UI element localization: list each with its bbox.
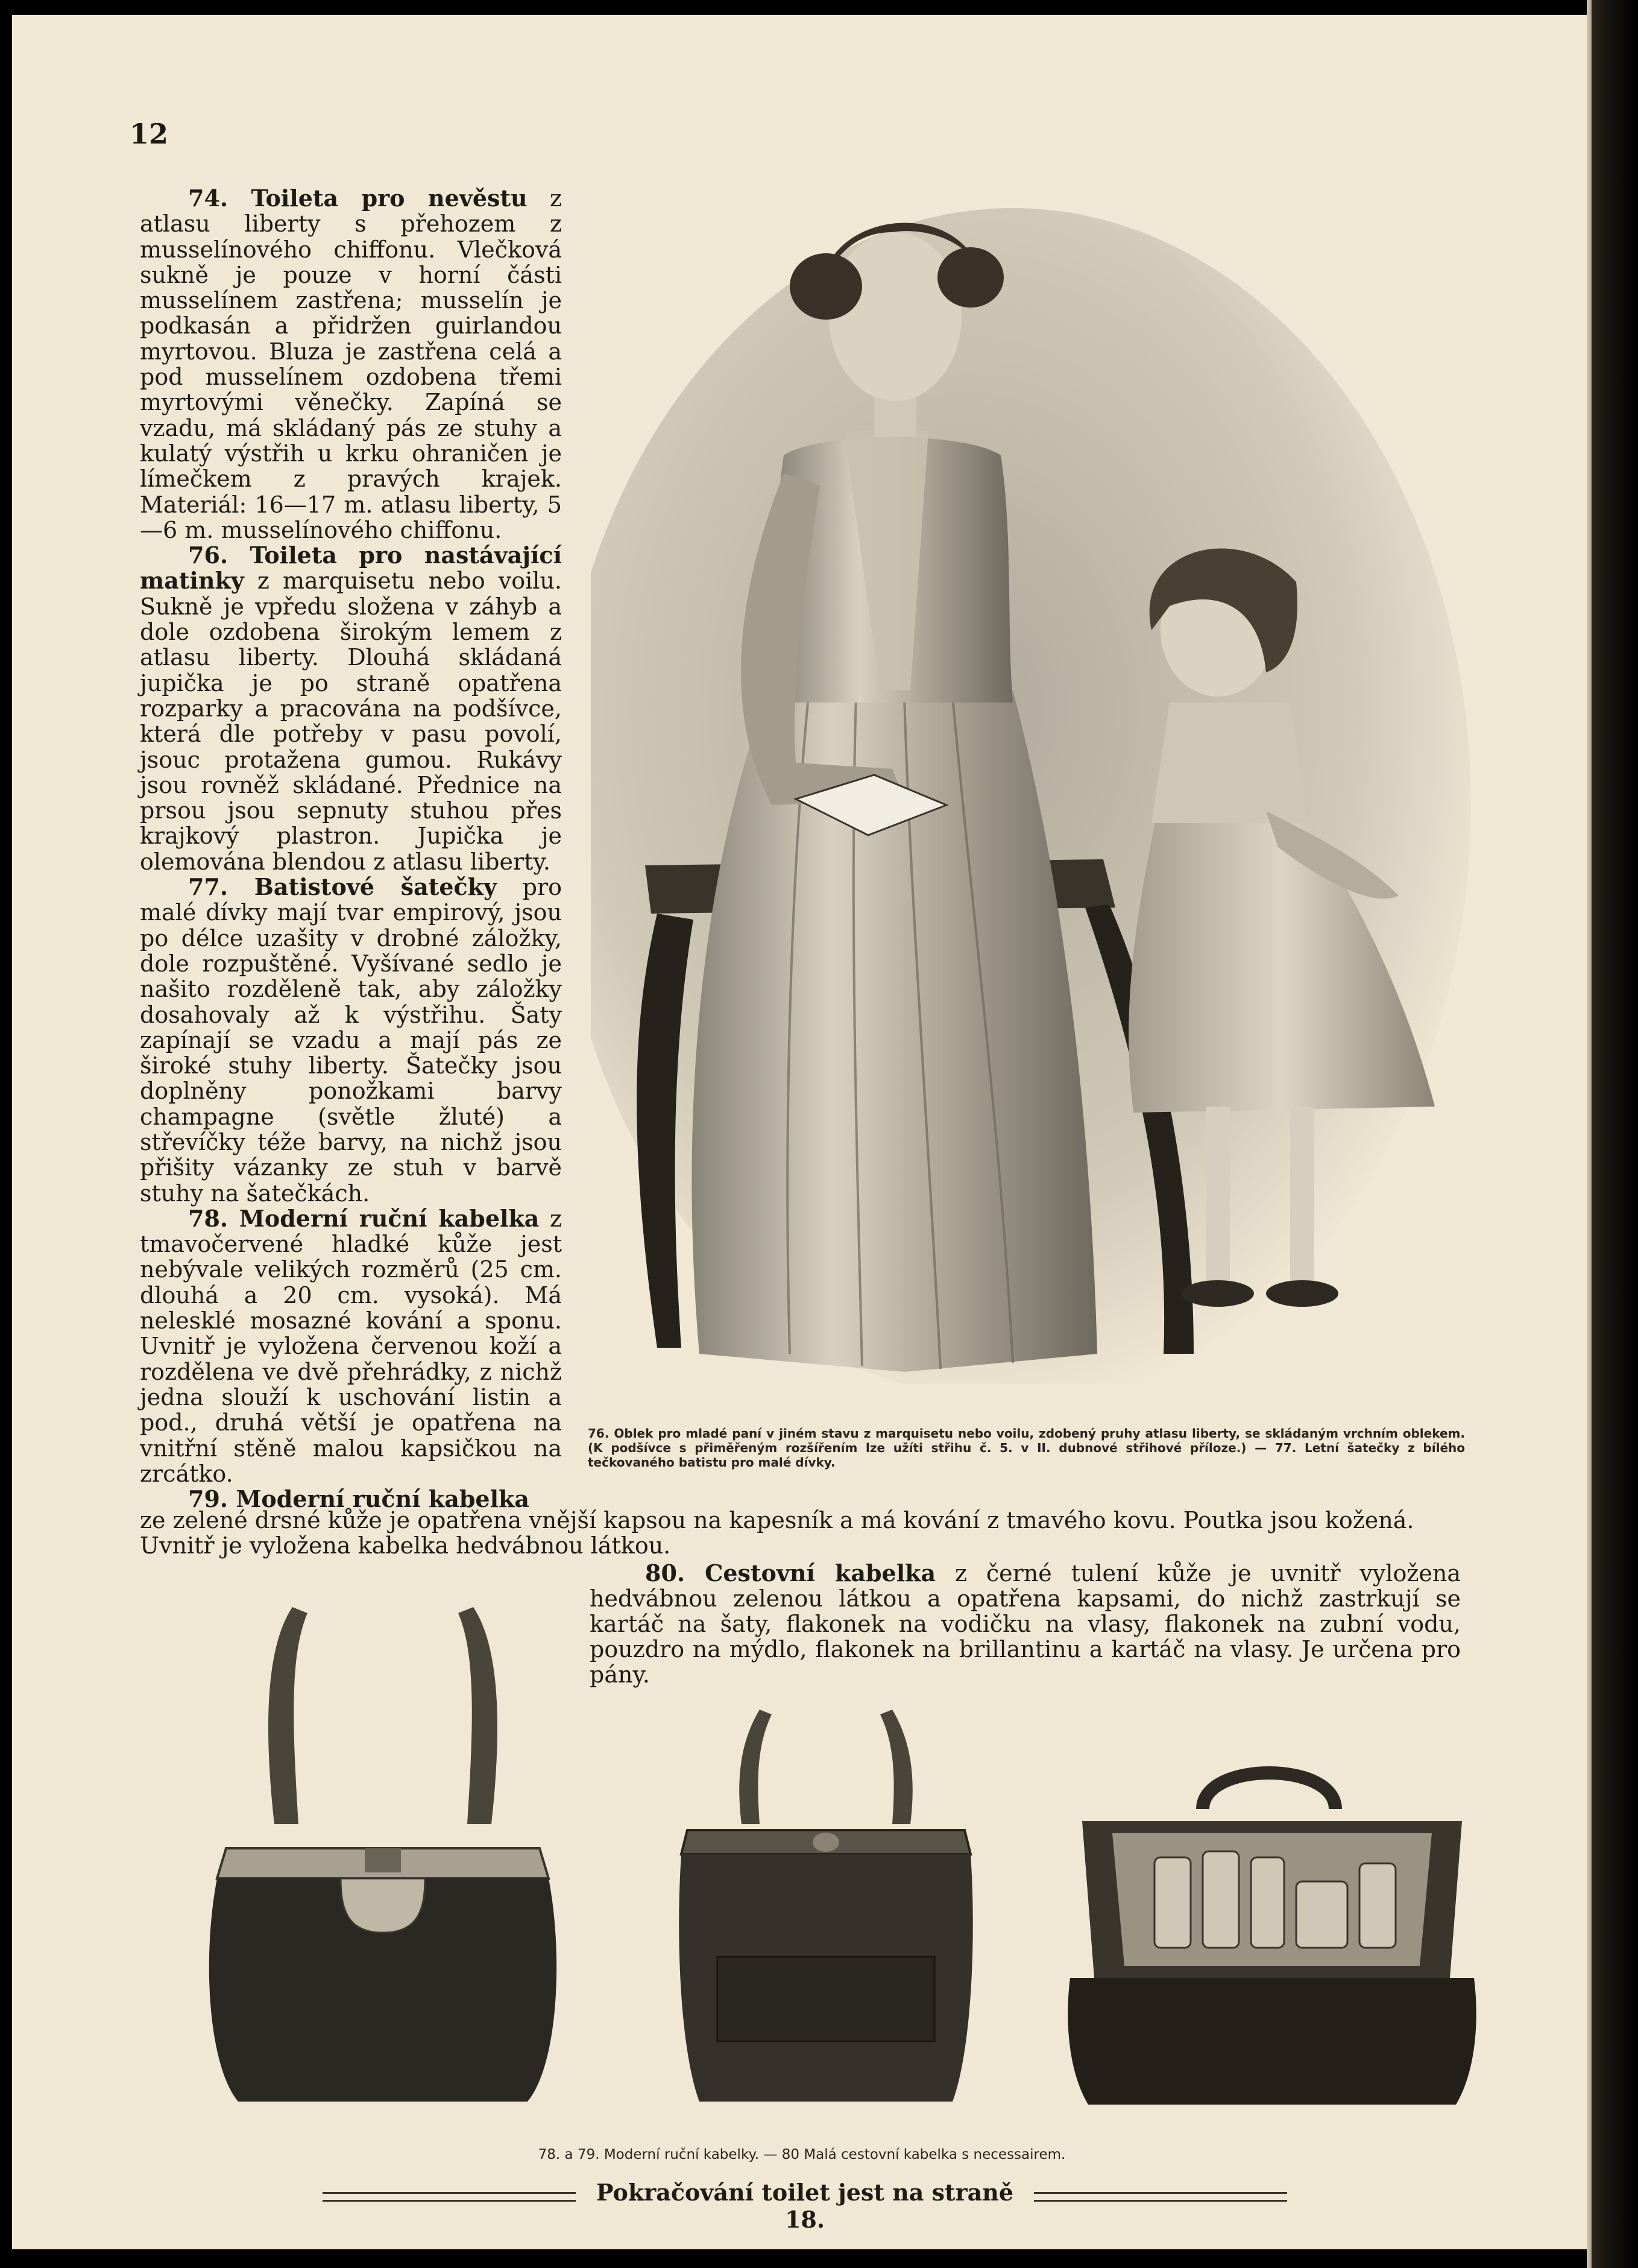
travel-bag-80-illustration [1064,1737,1480,2117]
article-79-body: ze zelené drsné kůže je opatřena vnější kapsou na kapesník a má kování z tmavého kovu. Poutka jsou kožená. Uvnitř je vyložena kabelka hedvábnou látkou. [140,1507,1414,1559]
left-text-column [140,186,562,1512]
article-78-body: z tmavočervené hladké kůže jest nebývale velikých rozměrů (25 cm. dlouhá a 20 cm. vysoká). Má nelesklé mosazné kování a sponu. Uvnitř je vyložena červenou koží a rozdělena ve dvě přehrádky, z nichž jedna slouží k uschování listin a pod., druhá větší je opatřena na vnitřní stěně malou kapsičkou na zrcátko. [140,1205,562,1487]
handbag-79-illustration [675,1704,977,2114]
article-80 [590,1561,1461,1687]
article-80-body: z černé tulení kůže je uvnitř vyložena hedvábnou zelenou látkou a opatřena kapsami, do nichž zastrkují se kartáč na šaty, flakonek na vodičku na vlasy, flakonek na zubní vodu, pouzdro na mýdlo, flakonek na brillantinu a kartáč na vlasy. Je určena pro pány. [590,1560,1461,1688]
article-74-heading: 74. Toileta pro nevěstu [188,185,528,212]
article-74-body: z atlasu liberty s přehozem z musselínového chiffonu. Vlečková sukně je pouze v horní části musselínem zastřena; musselín je podkasán a přidržen guirlandou myrtovou. Bluza je zastřena celá a pod musselínem ozdobena třemi myrtovými věnečky. Zapíná se vzadu, má skládaný pás ze stuhy a kulatý výstřih u krku ohraničen je límečkem z pravých krajek. Materiál: 16—17 m. atlasu liberty, 5—6 m. musselínového chiffonu. [140,185,562,543]
article-80-heading: 80. Cestovní kabelka [645,1559,936,1587]
fashion-illustration-76-77 [591,172,1471,1384]
article-77 [140,874,562,1206]
figure-76-77-caption: 76. Oblek pro mladé paní v jiném stavu z marquisetu nebo voilu, zdobený pruhy atlasu liberty, se skládaným vrchním oblekem. (K podšívce s přiměřeným rozšířením lze užíti střihu č. 5. v II. dubnové střihové příloze.) — 77. Letní šatečky z bílého tečkovaného batistu pro malé dívky. [588,1426,1465,1470]
continuation-note: Pokračování toilet jest na straně 18. [596,2179,1014,2233]
article-74 [140,186,562,543]
continuation-footer [323,2179,1287,2233]
article-76-body: z marquisetu nebo voilu. Sukně je vpředu složena v záhyb a dole ozdobena širokým lemem z atlasu liberty. Dlouhá skládaná jupička je po straně opatřena rozparky a pracována na podšívce, která dle potřeby v pasu povolí, jsouc protažena gumou. Rukávy jsou rovněž skládané. Přednice na prsou jsou sepnuty stuhou přes krajkový plastron. Jupička je olemována blendou z atlasu liberty. [140,567,562,875]
handbag-78-illustration [202,1595,564,2114]
footer-rule-left [323,2192,576,2202]
magazine-page [12,15,1592,2249]
article-76-heading: 76. Toileta pro nastávající matinky [140,542,562,595]
article-79-heading: 79. Moderní ruční kabelka [188,1485,529,1513]
article-77-heading: 77. Batistové šatečky [188,873,497,901]
article-77-body: pro malé dívky mají tvar empirový, jsou po délce uzašity v drobné záložky, dole rozpuštěné. Vyšívané sedlo je našito rozděleně tak, aby záložky dosahovaly až k výstřihu. Šaty zapínají se vzadu a mají pás ze široké stuhy liberty. Šatečky jsou doplněny ponožkami barvy champagne (světle žluté) a střevíčky téže barvy, na nichž jsou přišity vázanky ze stuh v barvě stuhy na šatečkách. [140,874,562,1207]
article-78 [140,1206,562,1486]
footer-rule-right [1034,2192,1287,2202]
article-78-heading: 78. Moderní ruční kabelka [188,1204,540,1232]
figure-78-80-caption: 78. a 79. Moderní ruční kabelky. — 80 Malá cestovní kabelka s necessairem. [538,2147,1066,2162]
article-76 [140,543,562,874]
page-number: 12 [130,118,169,150]
book-binding [1592,0,1638,2268]
